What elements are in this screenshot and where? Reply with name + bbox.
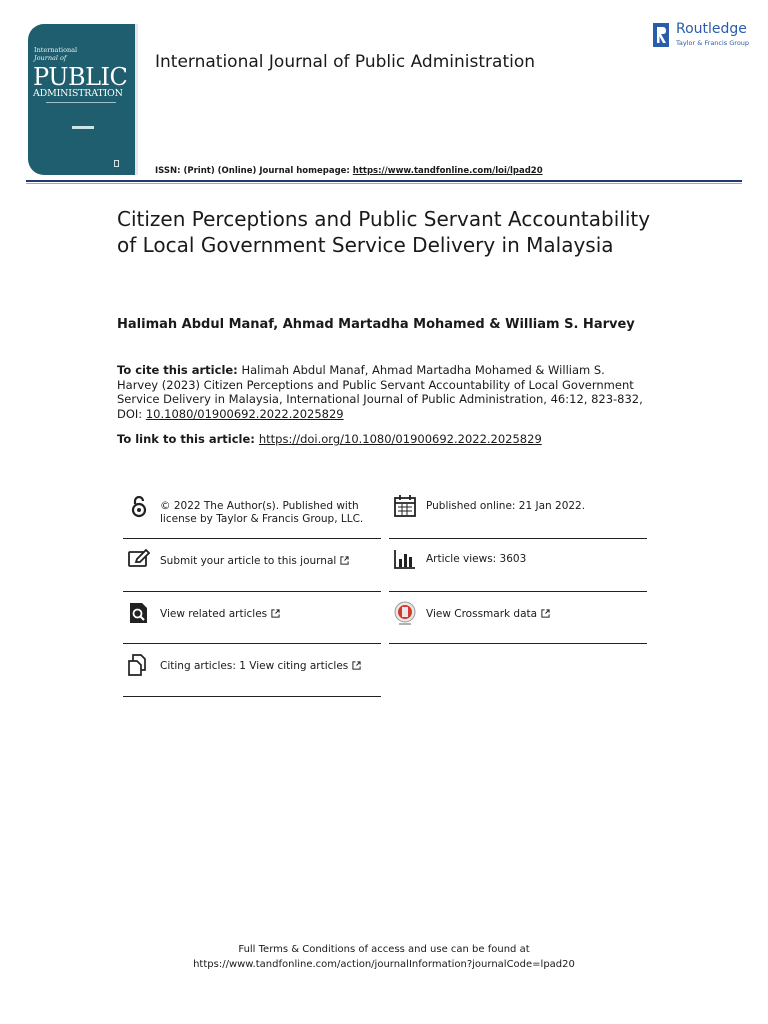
submit-cell[interactable] [123,547,381,577]
divider [123,643,381,644]
citing-articles-link[interactable] [160,660,380,673]
cite-doi-link[interactable]: 10.1080/01900692.2022.2025829 [145,406,344,421]
calendar-icon [393,494,417,518]
article-title: Citizen Perceptions and Public Servant Accountability of Local Government Service Delivery in Malaysia [117,207,651,257]
bar-chart-icon [393,547,417,571]
related-articles-label: View related articles [160,608,268,620]
journal-title: International Journal of Public Administration [155,52,536,72]
related-articles-link[interactable] [160,608,380,621]
citation-block [117,363,647,421]
cover-line-1: International [34,46,78,54]
external-link-icon [541,609,550,618]
edit-icon [127,547,151,571]
external-link-icon [271,609,280,618]
divider [389,591,647,592]
footer-terms [0,942,768,972]
article-link-line [117,432,542,446]
views-cell [389,547,647,577]
external-link-icon [340,556,349,565]
related-cell[interactable] [123,601,381,631]
cite-text: Halimah Abdul Manaf, Ahmad Martadha Mohamed & William S. Harvey (2023) Citizen Perceptions and Public Servant Accountability of Local Government Service Delivery in Malaysia, International Journal of Public Administration, 46:12, 823-832, DOI: [117,363,643,421]
cover-publisher-mark [114,160,119,167]
published-online-text: Published online: 21 Jan 2022. [426,500,586,512]
published-cell [389,494,647,530]
cover-line-2: Journal of [34,54,67,62]
cite-label: To cite this article: [117,363,238,377]
link-label: To link to this article: [117,432,255,446]
header-rule-thin [26,183,742,184]
divider [123,696,381,697]
article-doi-link[interactable]: https://doi.org/10.1080/01900692.2022.2025829 [258,432,542,446]
divider [389,538,647,539]
divider [123,591,381,592]
license-text: © 2022 The Author(s). Published with license by Taylor & Francis Group, LLC. [160,500,364,525]
article-views-text: Article views: 3603 [426,553,527,565]
journal-cover-image [28,24,138,175]
submit-article-link[interactable] [160,555,380,568]
publisher-tagline: Taylor & Francis Group [676,39,750,47]
divider [389,643,647,644]
crossmark-cell[interactable] [389,601,647,631]
header-rule [26,180,742,182]
publisher-name: Routledge [676,21,747,37]
citing-cell[interactable] [123,653,381,683]
issn-label: ISSN: (Print) (Online) Journal homepage: [155,166,353,176]
footer-terms-link[interactable]: https://www.tandfonline.com/action/journalInformation?journalCode=lpad20 [193,959,575,970]
article-authors: Halimah Abdul Manaf, Ahmad Martadha Mohamed & William S. Harvey [117,317,635,332]
open-access-icon [127,494,151,518]
divider [123,538,381,539]
search-document-icon [127,601,151,625]
license-cell [123,494,381,530]
cover-big-title: PUBLIC [33,63,128,91]
routledge-logo-icon [652,22,670,48]
cover-rule [46,102,116,103]
crossmark-icon [393,601,417,625]
cover-subtitle: ADMINISTRATION [33,88,123,99]
citing-articles-label: Citing articles: 1 View citing articles [160,660,349,672]
citing-icon [127,653,151,677]
crossmark-link[interactable] [426,608,646,621]
external-link-icon [352,661,361,670]
issn-line [155,166,543,176]
submit-article-label: Submit your article to this journal [160,555,337,567]
cover-editor-mark [72,126,94,129]
footer-line-1: Full Terms & Conditions of access and use can be found at [238,944,530,955]
crossmark-label: View Crossmark data [426,608,538,620]
journal-homepage-link[interactable]: https://www.tandfonline.com/loi/lpad20 [352,166,543,176]
